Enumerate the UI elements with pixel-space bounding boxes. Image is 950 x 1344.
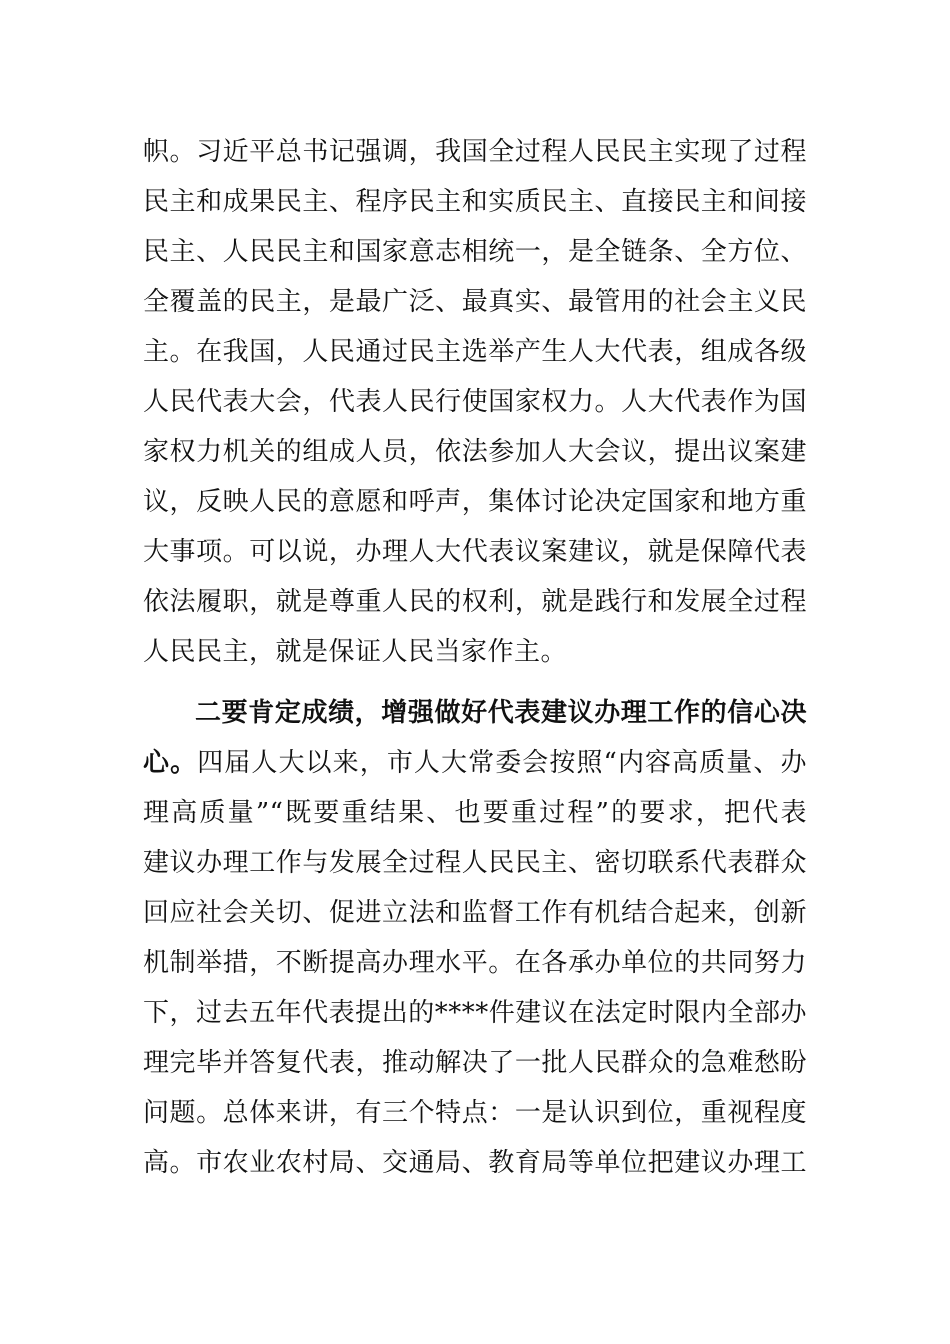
paragraph-2-heading: 二要肯定成绩，增强做好代表建议办理工作的信心决 <box>195 698 807 728</box>
paragraph-2-line: 机制举措，不断提高办理水平。在各承办单位的共同努力 <box>143 948 807 978</box>
paragraph-1-line: 大事项。可以说，办理人大代表议案建议，就是保障代表 <box>143 537 807 567</box>
paragraph-1-line: 依法履职，就是尊重人民的权利，就是践行和发展全过程 <box>143 587 807 617</box>
paragraph-2-line: 问题。总体来讲，有三个特点：一是认识到位，重视程度 <box>143 1098 807 1128</box>
paragraph-2-heading-end: 心。 <box>143 748 198 778</box>
paragraph-1-line: 全覆盖的民主，是最广泛、最真实、最管用的社会主义民 <box>143 287 807 317</box>
paragraph-1-line: 帜。习近平总书记强调，我国全过程人民民主实现了过程 <box>143 137 807 167</box>
paragraph-1-line: 民主、人民民主和国家意志相统一，是全链条、全方位、 <box>143 237 807 267</box>
paragraph-2-line <box>143 738 807 788</box>
paragraph-2-line: 高。市农业农村局、交通局、教育局等单位把建议办理工 <box>143 1148 807 1178</box>
paragraph-1 <box>143 127 807 677</box>
paragraph-2-line: 下，过去五年代表提出的****件建议在法定时限内全部办 <box>143 998 807 1028</box>
paragraph-2-line: 理完毕并答复代表，推动解决了一批人民群众的急难愁盼 <box>143 1048 807 1078</box>
paragraph-1-line: 人民民主，就是保证人民当家作主。 <box>143 637 568 667</box>
paragraph-2-line: 理高质量”“既要重结果、也要重过程”的要求，把代表 <box>143 798 807 828</box>
paragraph-1-line: 家权力机关的组成人员，依法参加人大会议，提出议案建 <box>143 437 807 467</box>
paragraph-1-line: 人民代表大会，代表人民行使国家权力。人大代表作为国 <box>143 387 807 417</box>
paragraph-2-line: 建议办理工作与发展全过程人民民主、密切联系代表群众 <box>143 848 807 878</box>
paragraph-1-line: 主。在我国，人民通过民主选举产生人大代表，组成各级 <box>143 337 807 367</box>
paragraph-2-line-rest: 四届人大以来，市人大常委会按照“内容高质量、办 <box>197 748 807 778</box>
paragraph-1-line: 民主和成果民主、程序民主和实质民主、直接民主和间接 <box>143 187 807 217</box>
paragraph-1-line: 议，反映人民的意愿和呼声，集体讨论决定国家和地方重 <box>143 487 807 517</box>
paragraph-2-line: 回应社会关切、促进立法和监督工作有机结合起来，创新 <box>143 898 807 928</box>
paragraph-2 <box>143 688 807 1188</box>
